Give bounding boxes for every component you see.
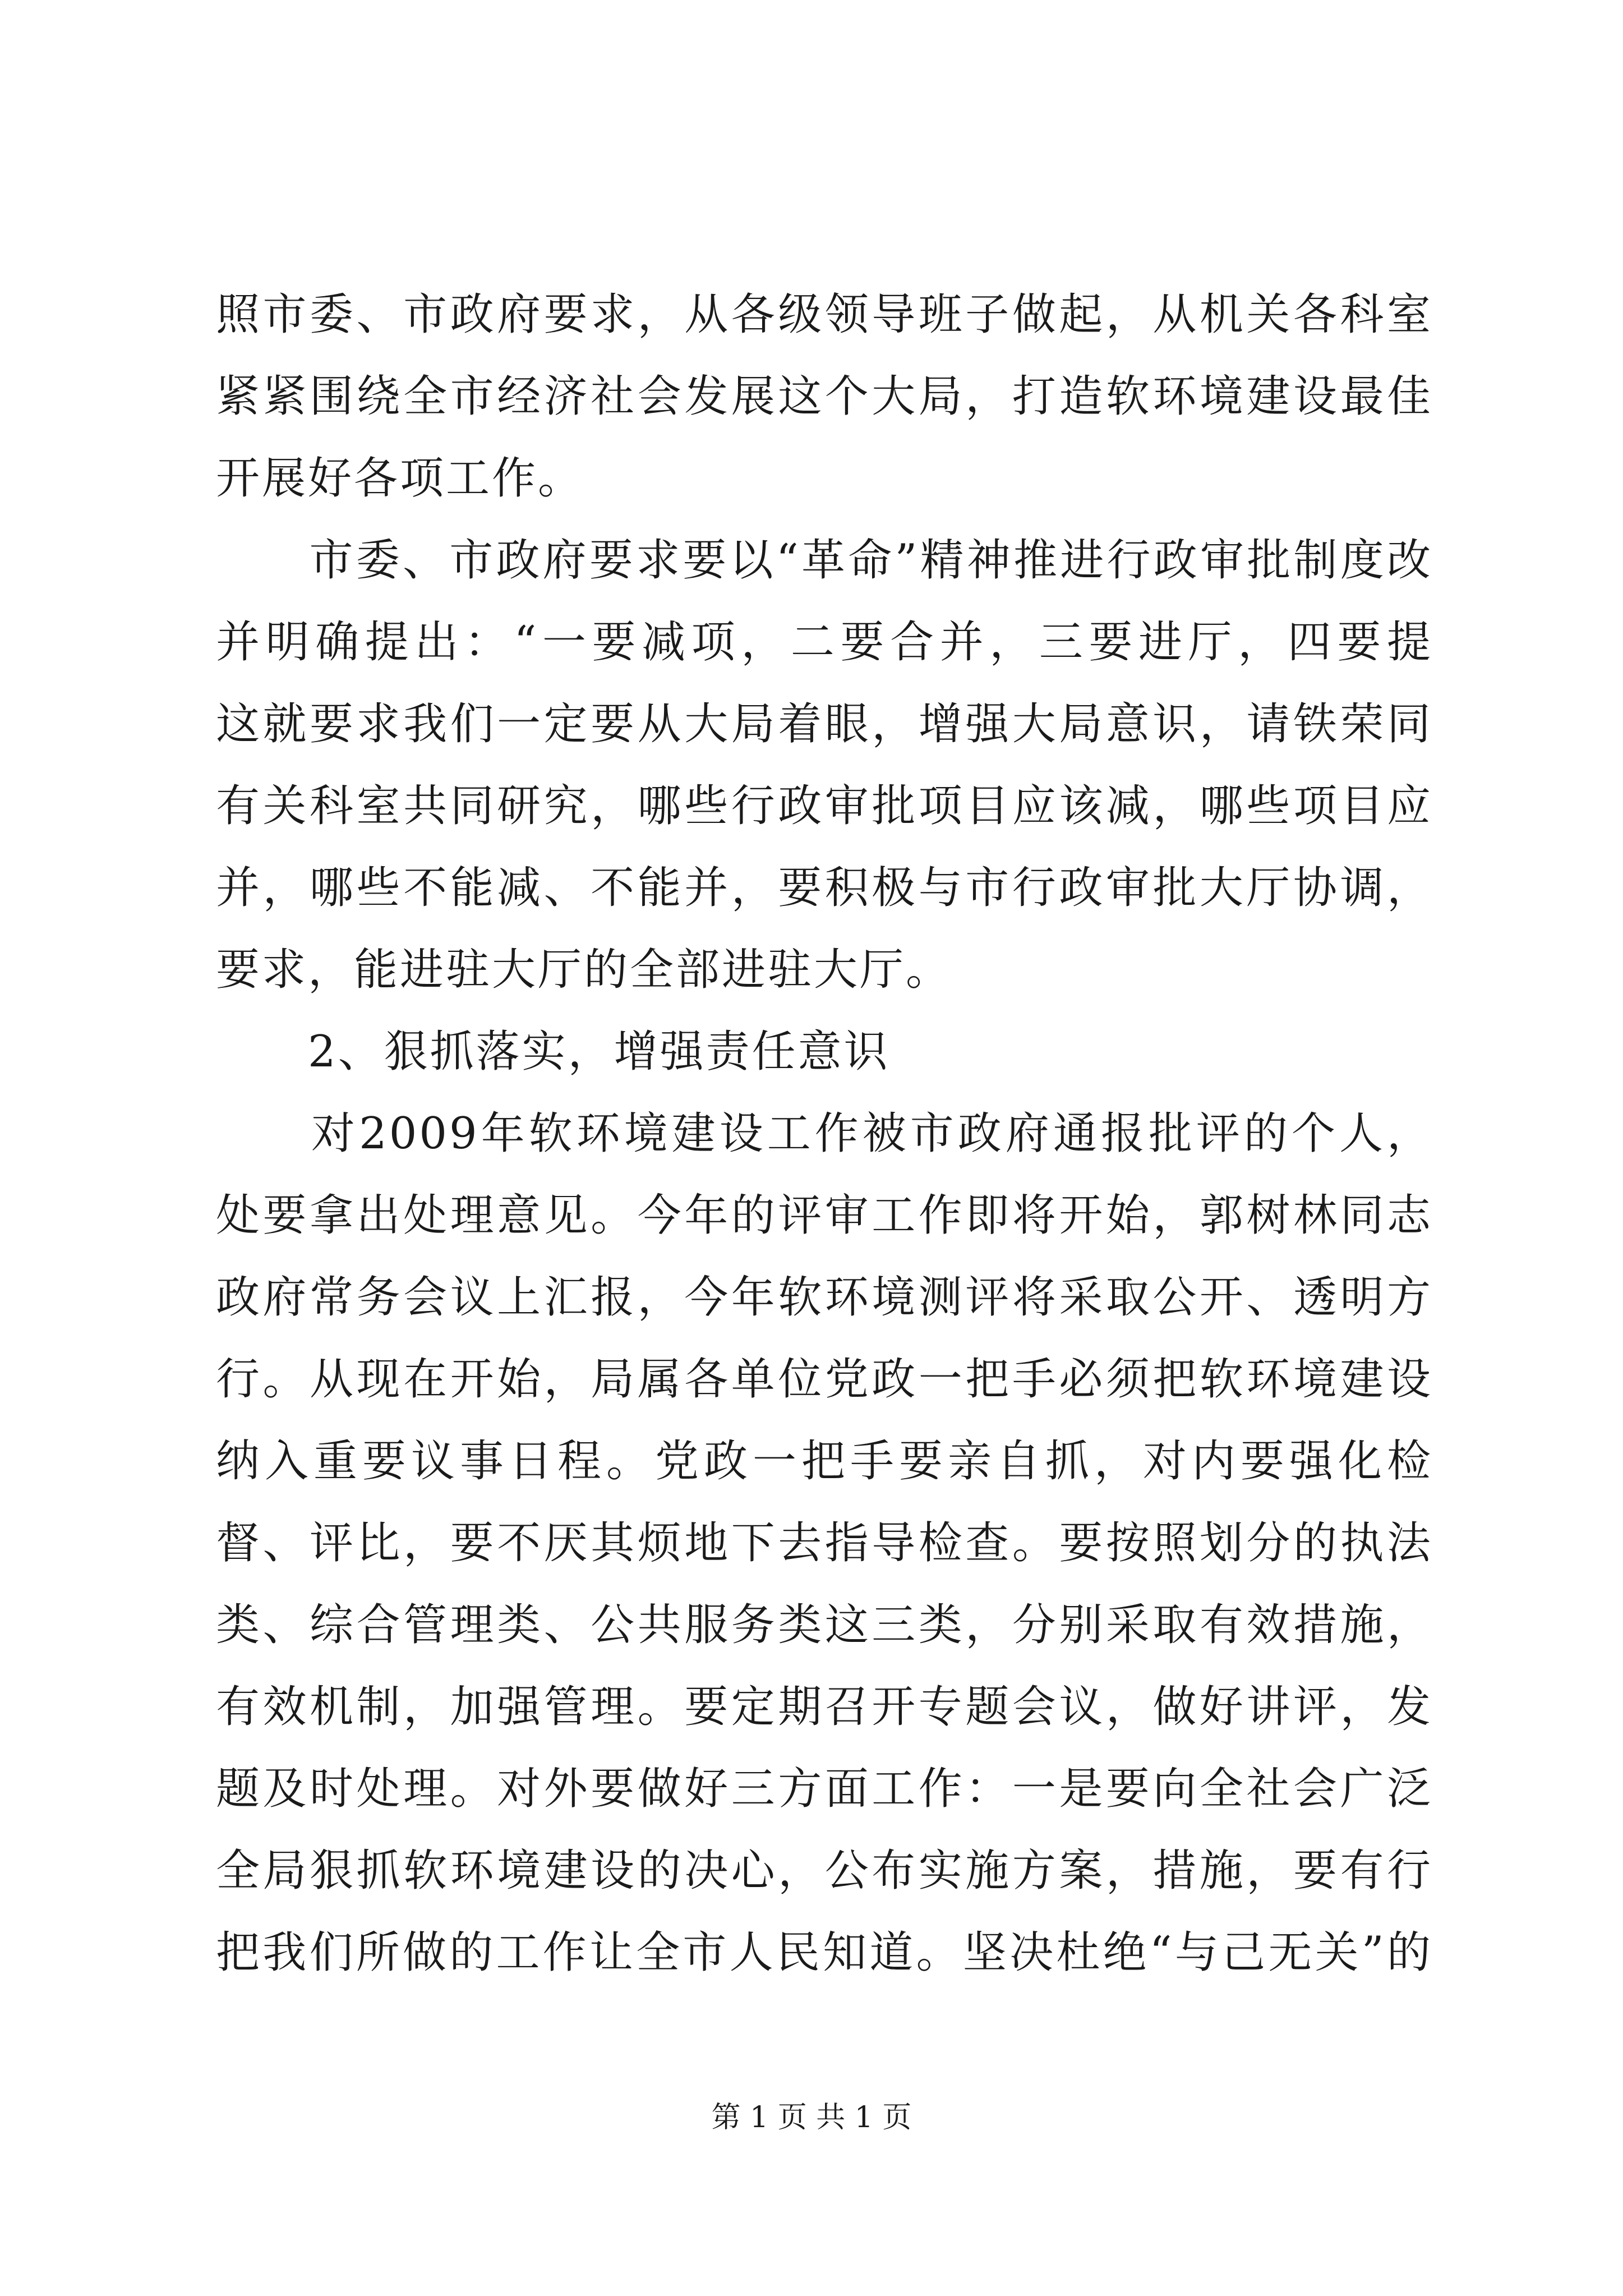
text-line: 有关科室共同研究，哪些行政审批项目应该减，哪些项目应 (216, 781, 1433, 831)
text-line: 开展好各项工作。 (216, 453, 584, 504)
section-heading: 2、狠抓落实，增强责任意识 (216, 1027, 890, 1077)
text-line: 行。从现在开始，局属各单位党政一把手必须把软环境建设 (216, 1354, 1433, 1405)
text-line: 督、评比，要不厌其烦地下去指导检查。要按照划分的执法 (216, 1518, 1433, 1568)
text-line: 市委、市政府要求要以“革命”精神推进行政审批制度改 (309, 535, 1433, 586)
page-number-label: 第 1 页 共 1 页 (711, 2101, 912, 2134)
text-line: 这就要求我们一定要从大局着眼，增强大局意识，请铁荣同 (216, 699, 1433, 749)
text-line: 纳入重要议事日程。党政一把手要亲自抓，对内要强化检 (216, 1436, 1433, 1487)
text-line: 全局狠抓软环境建设的决心，公布实施方案，措施，要有行 (216, 1846, 1433, 1896)
text-line: 题及时处理。对外要做好三方面工作：一是要向全社会广泛 (216, 1764, 1433, 1814)
text-line: 处要拿出处理意见。今年的评审工作即将开始，郭树林同志 (216, 1190, 1433, 1241)
text-line: 把我们所做的工作让全市人民知道。坚决杜绝“与己无关”的 (216, 1927, 1433, 1978)
document-body (216, 274, 1433, 1994)
text-line: 对2009年软环境建设工作被市政府通报批评的个人， (311, 1108, 1433, 1159)
text-line: 照市委、市政府要求，从各级领导班子做起，从机关各科室 (216, 289, 1433, 340)
text-line: 并明确提出：“一要减项，二要合并，三要进厅，四要提 (216, 617, 1433, 668)
text-line: 要求，能进驻大厅的全部进驻大厅。 (216, 945, 952, 995)
text-line: 紧紧围绕全市经济社会发展这个大局，打造软环境建设最佳 (216, 371, 1433, 422)
text-line: 类、综合管理类、公共服务类这三类，分别采取有效措施， (216, 1600, 1433, 1650)
page-footer (0, 2098, 1623, 2137)
text-line: 政府常务会议上汇报，今年软环境测评将采取公开、透明方 (216, 1272, 1433, 1323)
text-line: 并，哪些不能减、不能并，要积极与市行政审批大厅协调， (216, 863, 1433, 913)
text-line: 有效机制，加强管理。要定期召开专题会议，做好讲评，发 (216, 1682, 1433, 1732)
